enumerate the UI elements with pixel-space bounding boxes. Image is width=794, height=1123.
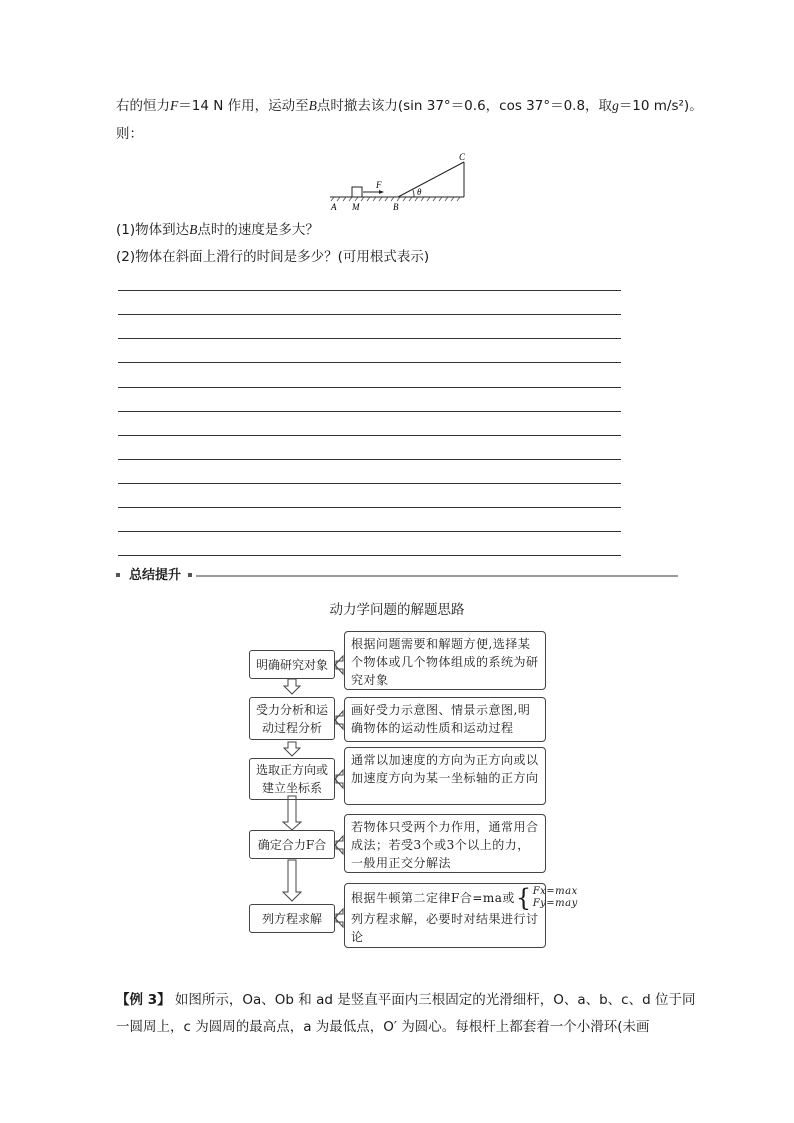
flowchart-title: 动力学问题的解题思路	[329, 602, 465, 618]
incline-figure	[326, 150, 466, 214]
example-line-1	[116, 990, 695, 1010]
brace-icon: {	[515, 884, 532, 912]
answer-line[interactable]	[118, 507, 621, 508]
example-tag: 【例 3】	[116, 992, 171, 1008]
text-fragment: 列方程求解，必要时对结果进行讨论	[351, 912, 539, 944]
summary-title: 总结提升	[129, 568, 182, 583]
step-2-box: 受力分析和运动过程分析	[249, 697, 335, 740]
down-arrow-icon	[283, 796, 301, 830]
step-1-desc: 根据问题需要和解题方便,选择某个物体或几个物体组成的系统为研究对象	[344, 631, 546, 690]
example-line-2: 一圆周上，c 为圆周的最高点，a 为最低点，O′ 为圆心。每根杆上都套着一个小滑环(未画	[116, 1019, 650, 1035]
text-fragment: ＝10 m/s²)。	[618, 98, 703, 114]
var-B: B	[189, 222, 198, 237]
label-B: B	[393, 202, 399, 212]
summary-section-heading	[116, 566, 678, 586]
down-arrow-icon	[283, 860, 301, 901]
text-fragment: 如图所示，Oa、Ob 和 ad 是竖直平面内三根固定的光滑细杆，O、a、b、c、d 位于同	[174, 992, 696, 1008]
equation-system	[533, 886, 578, 910]
step-4-desc: 若物体只受两个力作用，通常用合成法；若受3个或3个以上的力，一般用正交分解法	[344, 814, 546, 873]
label-A: A	[331, 202, 337, 212]
var-F: F	[170, 98, 179, 113]
label-M: M	[352, 202, 360, 212]
text-fragment: 点时的速度是多大？	[197, 222, 319, 238]
answer-line[interactable]	[118, 435, 621, 436]
down-arrow-icon	[284, 679, 300, 694]
answer-line[interactable]	[118, 411, 621, 412]
step-2-desc: 画好受力示意图、情景示意图,明确物体的运动性质和运动过程	[344, 697, 546, 742]
var-B: B	[308, 98, 317, 113]
answer-line[interactable]	[118, 531, 621, 532]
step-5-box: 列方程求解	[249, 904, 335, 933]
heading-rule	[196, 575, 678, 577]
problem-line-1	[116, 96, 703, 116]
bullet-square-icon	[188, 573, 192, 577]
left-arrow-icon	[335, 836, 343, 854]
equation-fx: Fx=max	[532, 886, 578, 897]
text-fragment: 根据牛顿第二定律F合=ma或	[351, 891, 515, 905]
text-fragment: 右的恒力	[116, 98, 170, 114]
bullet-square-icon	[116, 573, 120, 577]
problem-line-2: 则：	[116, 126, 143, 142]
step-3-box: 选取正方向或建立坐标系	[249, 758, 335, 800]
answer-line[interactable]	[118, 459, 621, 460]
block-M	[352, 187, 362, 197]
var-g: g	[612, 98, 619, 113]
question-2: (2)物体在斜面上滑行的时间是多少？(可用根式表示)	[116, 249, 430, 265]
answer-line[interactable]	[118, 338, 621, 339]
label-F: F	[376, 180, 382, 190]
step-1-box: 明确研究对象	[249, 650, 335, 679]
equation-fy: Fy=may	[532, 898, 578, 909]
left-arrow-icon	[335, 711, 343, 729]
answer-line[interactable]	[118, 555, 621, 556]
left-arrow-icon	[335, 909, 343, 927]
left-arrow-icon	[335, 770, 343, 788]
step-3-desc: 通常以加速度的方向为正方向或以加速度方向为某一坐标轴的正方向	[344, 747, 546, 805]
step-4-box: 确定合力F合	[249, 830, 335, 859]
newton-law-row	[351, 884, 578, 912]
down-arrow-icon	[284, 742, 300, 756]
answer-line[interactable]	[118, 362, 621, 363]
answer-line[interactable]	[118, 483, 621, 484]
question-1	[116, 220, 319, 240]
step-5-desc	[344, 883, 578, 948]
answer-line[interactable]	[118, 387, 621, 388]
left-arrow-icon	[335, 656, 343, 674]
answer-line[interactable]	[118, 314, 621, 315]
label-C: C	[459, 152, 466, 162]
label-theta: θ	[417, 187, 422, 197]
text-fragment: (1)物体到达	[116, 222, 190, 238]
answer-line[interactable]	[118, 290, 621, 291]
text-fragment: 点时撤去该力(sin 37°＝0.6，cos 37°＝0.8，取	[316, 98, 613, 114]
text-fragment: ＝14 N 作用，运动至	[178, 98, 309, 114]
